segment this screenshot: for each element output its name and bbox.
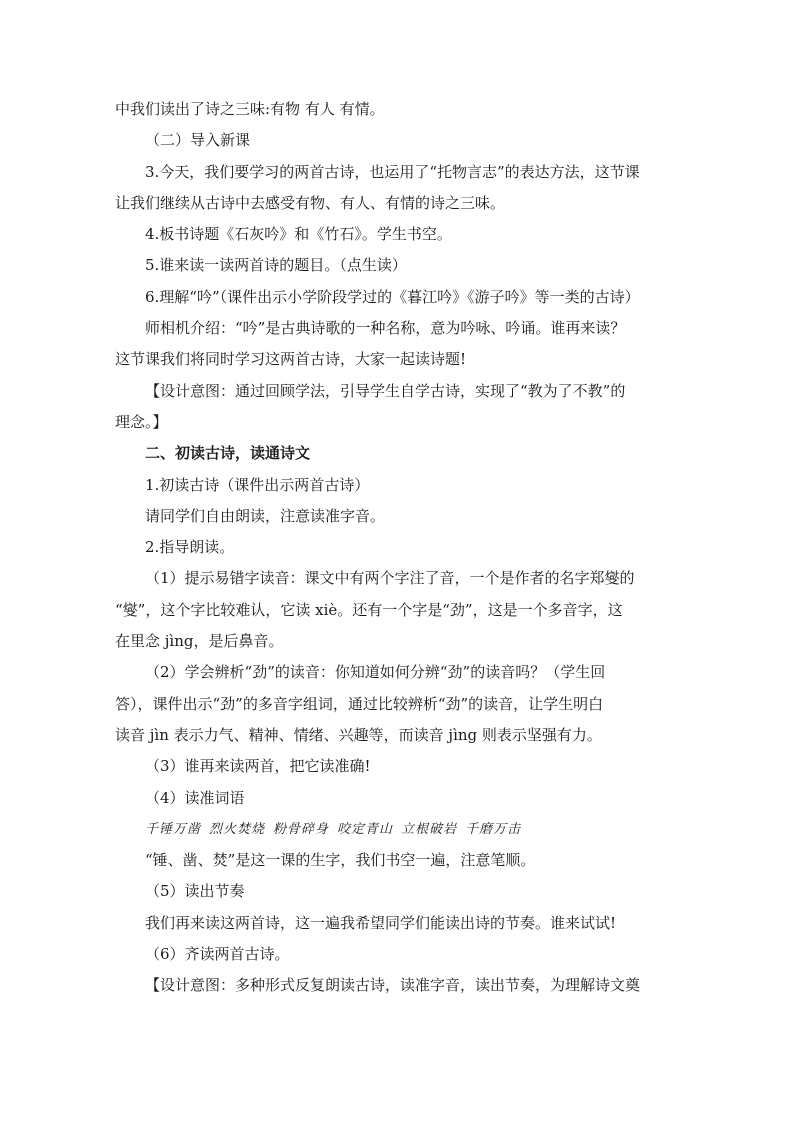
paragraph-line: 中我们读出了诗之三味:有物 有人 有情。 — [115, 100, 385, 118]
document-page — [115, 94, 681, 1002]
paragraph-line: （2）学会辨析“劲”的读音：你知道如何分辨“劲”的读音吗？（学生回 — [145, 663, 606, 682]
paragraph-line: （4）读准词语 — [145, 788, 245, 807]
vocabulary-word: 千锤万凿 — [145, 821, 202, 837]
paragraph-line: （6）齐读两首古诗。 — [145, 945, 290, 964]
paragraph-line: （1）提示易错字读音：课文中有两个字注了音，一个是作者的名字郑燮的 — [145, 569, 635, 588]
paragraph-line: 【设计意图：多种形式反复朗读古诗，读准字音，读出节奏，为理解诗文奠 — [145, 976, 641, 995]
paragraph-line: 在里念 jìng，是后鼻音。 — [115, 632, 284, 651]
paragraph-line: 2.指导朗读。 — [145, 538, 235, 557]
paragraph-line: 师相机介绍：“吟”是古典诗歌的一种名称，意为吟咏、吟诵。谁再来读？ — [145, 319, 626, 338]
paragraph-line: 读音 jìn 表示力气、精神、情绪、兴趣等，而读音 jìng 则表示坚强有力。 — [115, 725, 602, 744]
paragraph-line: 【设计意图：通过回顾学法，引导学生自学古诗，实现了“教为了不教”的 — [145, 381, 626, 400]
paragraph-line: 5.谁来读一读两首诗的题目。（点生读） — [145, 256, 407, 275]
paragraph-line: 这节课我们将同时学习这两首古诗，大家一起读诗题! — [115, 350, 467, 369]
section-heading: 二、初读古诗，读通诗文 — [145, 444, 311, 463]
paragraph-line: 我们再来读这两首诗，这一遍我希望同学们能读出诗的节奏。谁来试试! — [145, 913, 617, 932]
paragraph-line: （二）导入新课 — [145, 131, 251, 150]
paragraph-line: 让我们继续从古诗中去感受有物、有人、有情的诗之三味。 — [115, 193, 506, 212]
vocabulary-word: 千磨万击 — [465, 821, 522, 837]
paragraph-line: 请同学们自由朗读，注意读准字音。 — [145, 506, 386, 525]
paragraph-line: “燮”，这个字比较难认，它读 xiè。还有一个字是“劲”，这是一个多音字，这 — [115, 600, 623, 619]
paragraph-line: 3.今天，我们要学习的两首古诗，也运用了“托物言志”的表达方法，这节课 — [145, 162, 640, 181]
vocabulary-word: 烈火焚烧 — [209, 821, 266, 837]
vocabulary-word: 粉骨碎身 — [273, 821, 330, 837]
word-list — [115, 814, 681, 845]
paragraph-line: 答），课件出示“劲”的多音字组词，通过比较辨析“劲”的读音，让学生明白 — [115, 694, 604, 713]
paragraph-line: 理念。】 — [115, 412, 168, 431]
paragraph-line: （3）谁再来读两首，把它读准确! — [145, 757, 371, 776]
text-block-top — [115, 94, 681, 814]
vocabulary-word: 立根破岩 — [401, 821, 458, 837]
paragraph-line: 4.板书诗题《石灰吟》和《竹石》。学生书空。 — [145, 225, 452, 244]
paragraph-line: “锤、凿、焚”是这一课的生字，我们书空一遍，注意笔顺。 — [145, 851, 536, 870]
paragraph-line: 6.理解“吟”（课件出示小学阶段学过的《暮江吟》《游子吟》等一类的古诗） — [145, 287, 640, 306]
text-block-bottom — [115, 845, 681, 1001]
paragraph-line: 1.初读古诗（课件出示两首古诗） — [145, 475, 370, 494]
vocabulary-word: 咬定青山 — [337, 821, 394, 837]
paragraph-line: （5）读出节奏 — [145, 882, 245, 901]
